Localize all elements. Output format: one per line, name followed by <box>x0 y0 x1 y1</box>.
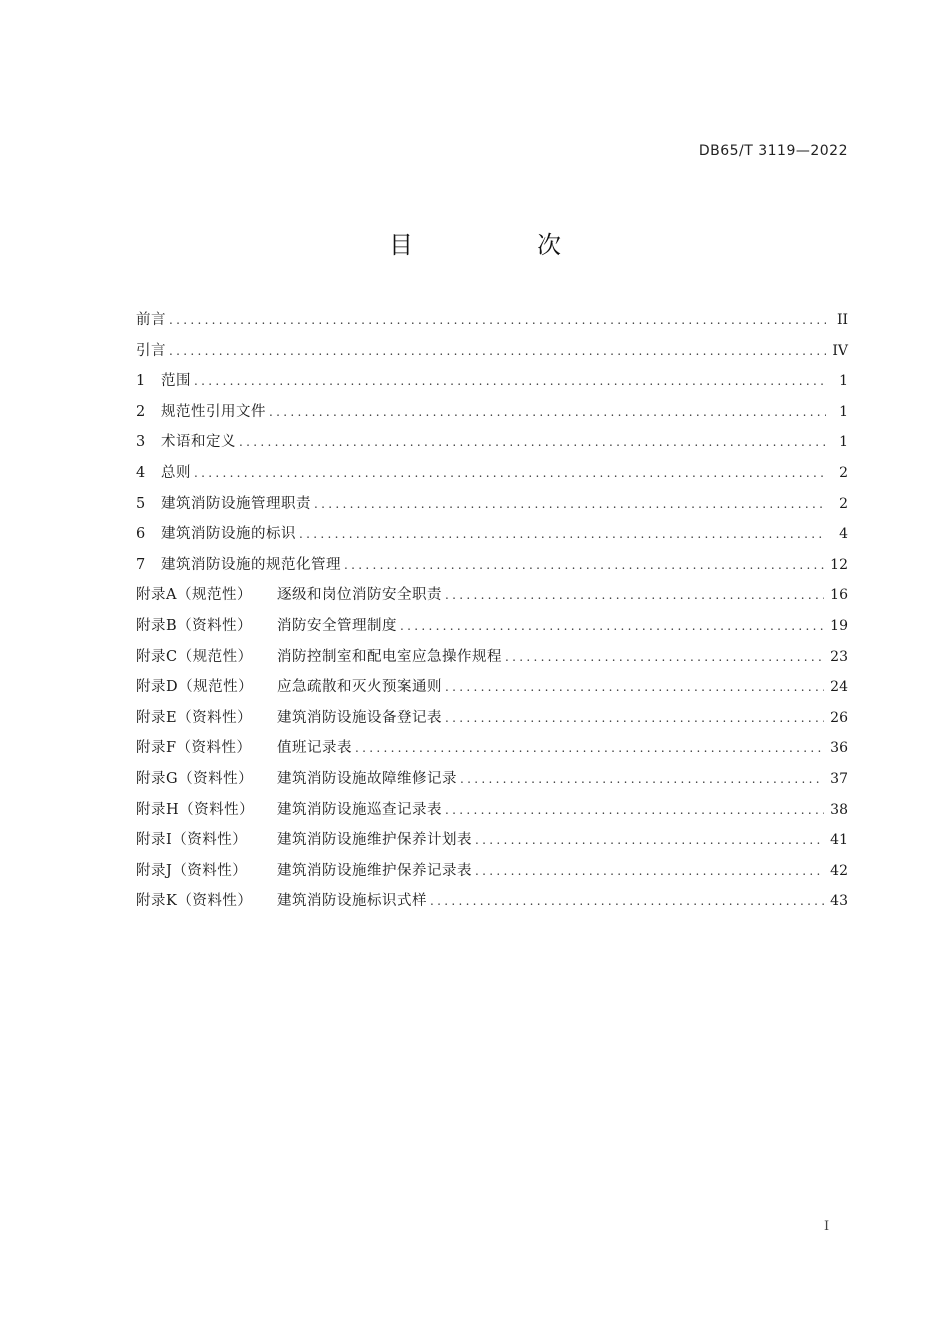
toc-title: 目 次 <box>389 231 611 259</box>
standard-code: DB65/T 3119—2022 <box>698 143 848 159</box>
toc-entry-page: 1 <box>839 373 848 390</box>
toc-entry-title: 建筑消防设施维护保养计划表 <box>277 832 472 849</box>
toc-entry-page: 41 <box>830 832 848 849</box>
toc-entry[interactable] <box>136 584 848 615</box>
toc-entry-annex-label: 附录J（资料性） <box>136 862 248 879</box>
toc-entry-number: 1 <box>136 373 146 390</box>
toc-entry-annex-label: 附录E（资料性） <box>136 709 253 726</box>
toc-entry-page: II <box>836 312 848 328</box>
toc-entry-title: 建筑消防设施巡查记录表 <box>277 801 442 818</box>
toc-leader-dots <box>445 707 824 729</box>
toc-entry[interactable] <box>136 523 848 554</box>
toc-leader-dots <box>445 584 824 606</box>
toc-leader-dots <box>475 860 824 882</box>
toc-entry-number: 2 <box>136 403 146 420</box>
toc-entry-title: 建筑消防设施的规范化管理 <box>161 556 341 573</box>
toc-entry-number: 5 <box>136 495 146 512</box>
toc-entry-annex-label: 附录C（规范性） <box>136 648 253 665</box>
toc-entry[interactable] <box>136 890 848 921</box>
toc-entry-title: 建筑消防设施故障维修记录 <box>277 770 457 787</box>
toc-entry-annex-label: 附录A（规范性） <box>136 587 252 604</box>
toc-entry-title: 建筑消防设施维护保养记录表 <box>277 862 472 879</box>
toc-leader-dots <box>194 370 826 392</box>
toc-entry-page: 16 <box>830 587 848 604</box>
toc-entry-page: 12 <box>830 556 848 573</box>
toc-entry-title: 前言 <box>136 312 166 328</box>
toc-entry-title: 术语和定义 <box>161 434 236 451</box>
toc-leader-dots <box>299 523 826 545</box>
toc-entry[interactable] <box>136 829 848 860</box>
toc-leader-dots <box>355 737 824 759</box>
toc-entry[interactable] <box>136 554 848 585</box>
toc-entry[interactable] <box>136 768 848 799</box>
toc-entry-page: 36 <box>830 740 848 757</box>
toc-entry[interactable] <box>136 799 848 830</box>
toc-leader-dots <box>475 829 824 851</box>
toc-leader-dots <box>194 462 826 484</box>
toc-leader-dots <box>400 615 824 637</box>
toc-entry[interactable] <box>136 401 848 432</box>
toc-entry-page: 1 <box>839 403 848 420</box>
toc-entry-number: 7 <box>136 556 146 573</box>
toc-entry-page: 23 <box>830 648 848 665</box>
toc-entry-page: 26 <box>830 709 848 726</box>
toc-entry-annex-label: 附录K（资料性） <box>136 893 253 910</box>
toc-entry-number: 3 <box>136 434 146 451</box>
toc-entry-page: 1 <box>839 434 848 451</box>
toc-entry-title: 逐级和岗位消防安全职责 <box>277 587 442 604</box>
toc-entry-number: 6 <box>136 526 146 543</box>
toc-entry-annex-label: 附录D（规范性） <box>136 679 254 696</box>
toc-entry-page: 24 <box>830 679 848 696</box>
toc-entry[interactable] <box>136 615 848 646</box>
toc-leader-dots <box>445 799 824 821</box>
toc-entry-title: 范围 <box>161 373 191 390</box>
toc-entry-page: 37 <box>830 770 848 787</box>
toc-leader-dots <box>445 676 824 698</box>
toc-leader-dots <box>169 309 826 331</box>
toc-leader-dots <box>505 646 824 668</box>
toc-entry-title: 引言 <box>136 342 166 359</box>
toc-entry-title: 建筑消防设施的标识 <box>161 526 296 543</box>
toc-entry-title: 总则 <box>161 464 191 481</box>
toc-entry-page: IV <box>832 342 848 359</box>
toc-entry-page: 42 <box>830 862 848 879</box>
toc-leader-dots <box>430 890 824 912</box>
toc-entry-page: 2 <box>839 464 848 481</box>
toc-entry-title: 建筑消防设施管理职责 <box>161 495 311 512</box>
toc-entry[interactable] <box>136 370 848 401</box>
toc-entry-title: 消防安全管理制度 <box>277 617 397 634</box>
toc-leader-dots <box>460 768 824 790</box>
toc-leader-dots <box>344 554 824 576</box>
toc-leader-dots <box>169 340 826 362</box>
toc-entry[interactable] <box>136 462 848 493</box>
toc-entry[interactable] <box>136 493 848 524</box>
toc-entry-annex-label: 附录G（资料性） <box>136 770 254 787</box>
toc-entry-page: 43 <box>830 893 848 910</box>
toc-entry-title: 规范性引用文件 <box>161 403 266 420</box>
toc-entry[interactable] <box>136 676 848 707</box>
toc-entry-annex-label: 附录I（资料性） <box>136 832 248 849</box>
toc-entry[interactable] <box>136 707 848 738</box>
toc-entry-annex-label: 附录F（资料性） <box>136 740 252 757</box>
page-number: I <box>824 1219 830 1234</box>
toc-entry-number: 4 <box>136 464 146 481</box>
toc-entry[interactable] <box>136 431 848 462</box>
toc-entry-annex-label: 附录H（资料性） <box>136 801 255 818</box>
toc-leader-dots <box>314 493 826 515</box>
toc-entry-page: 19 <box>830 617 848 634</box>
toc-leader-dots <box>239 431 826 453</box>
toc-entry[interactable] <box>136 309 848 340</box>
toc-entry-title: 建筑消防设施设备登记表 <box>277 709 442 726</box>
toc-entry-page: 38 <box>830 801 848 818</box>
toc-entry-page: 4 <box>839 526 848 543</box>
toc-entry[interactable] <box>136 646 848 677</box>
toc-entry[interactable] <box>136 737 848 768</box>
toc-entry-title: 应急疏散和灭火预案通则 <box>277 679 442 696</box>
toc-leader-dots <box>269 401 826 423</box>
toc-entry[interactable] <box>136 340 848 371</box>
toc-entry-annex-label: 附录B（资料性） <box>136 617 253 634</box>
toc-entry-page: 2 <box>839 495 848 512</box>
toc-entry-title: 建筑消防设施标识式样 <box>277 893 427 910</box>
toc-entry-title: 消防控制室和配电室应急操作规程 <box>277 648 502 665</box>
toc-entry[interactable] <box>136 860 848 891</box>
toc-entry-title: 值班记录表 <box>277 740 352 757</box>
table-of-contents <box>136 309 848 921</box>
